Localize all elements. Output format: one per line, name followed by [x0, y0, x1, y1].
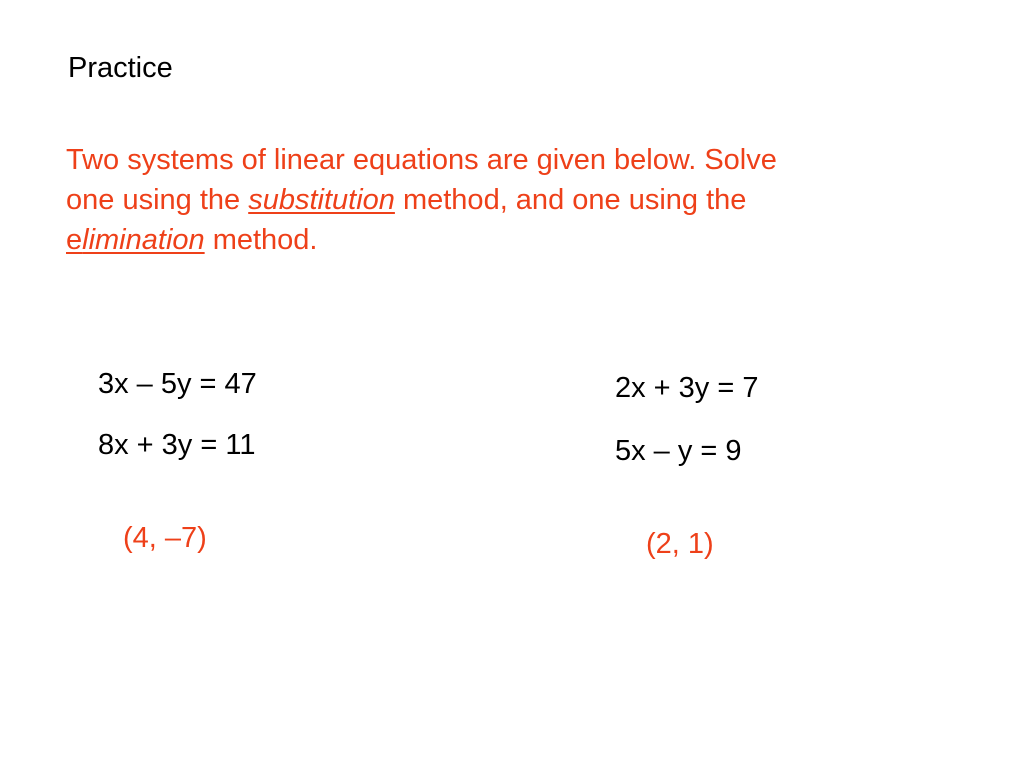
system-2-equation-2: 5x – y = 9 [615, 435, 742, 467]
equation-system-1 [98, 366, 257, 463]
system-2-equation-1: 2x + 3y = 7 [615, 372, 759, 404]
system-1-equation-1: 3x – 5y = 47 [98, 368, 257, 400]
instructions-line-2-after: method, and one using the [394, 184, 747, 216]
instructions-line-1: Two systems of linear equations are given below. Solve [66, 144, 777, 176]
instructions [66, 140, 966, 260]
instructions-line-2 [66, 180, 966, 220]
instructions-line-2-before: one using the [66, 184, 249, 216]
instructions-line-3 [66, 220, 966, 260]
system-1-answer: (4, –7) [123, 522, 207, 554]
elimination-term: limination [82, 224, 205, 256]
equation-system-2 [615, 370, 759, 469]
system-1-equation-2: 8x + 3y = 11 [98, 429, 256, 461]
substitution-term: substitution [248, 184, 395, 216]
slide-title: Practice [68, 52, 173, 84]
system-2-answer: (2, 1) [646, 528, 714, 560]
instructions-line-3-after: method. [204, 224, 318, 256]
elimination-term-prefix: e [66, 224, 83, 256]
